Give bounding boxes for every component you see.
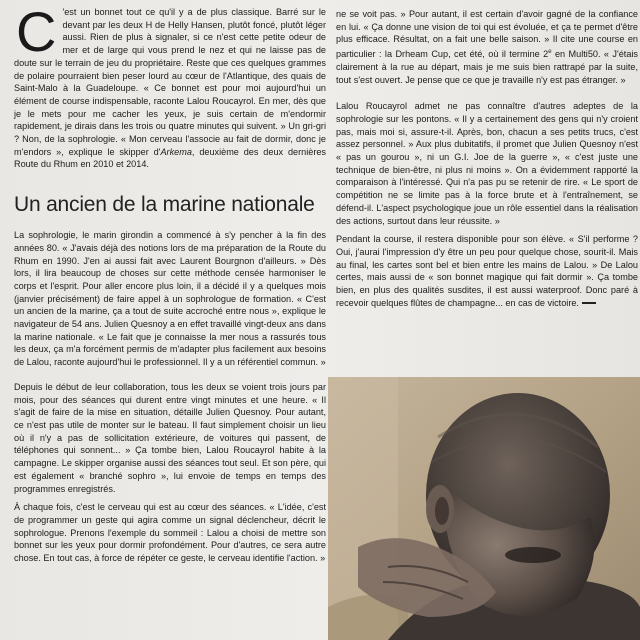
right-paragraph-2: Lalou Roucayrol admet ne pas connaître d'autres adeptes de la sophrologie sur les pontons. « Il y a certainement des gens qui n'y croient pas, mais moi si, assure-t-il. Après, bon, chacun a ses petits trucs, c'est assez personnel. » Aux plus dubitatifs, il promet que Julien Quesnoy n'est « pas un gourou », ni un G.I. Joe de la guerre », « c'est juste une technique de bien-être, ni plus ni moins ». On a évidemment rapporté la comparaison à l'intéressé. Qui n'a pas pu se retenir de rire. « Le sport de compétition ne se limite pas à la force brute et à l'entraînement, se défend-il. L'aspect psychologique joue un rôle essentiel dans la réalisation des actions, surtout dans leur réussite. » (336, 101, 638, 226)
right-paragraph-1-text: ne se voit pas. » Pour autant, il est certain d'avoir gagné de la confiance en lui. « Ça donne une vision de toi qui est évoluée, et ça te permet d'être plus efficace. Résultat, on a fait une belle saison. » Il cite une course en particulier : la Drheam Cup, cet été, où il termine 2 (336, 9, 638, 60)
left-column (14, 0, 326, 571)
ordinal-suffix: e (548, 49, 552, 56)
intro-text: 'est un bonnet tout ce qu'il y a de plus classique. Barré sur le devant par les deux H de Helly Hansen, plutôt foncé, plutôt léger aussi. Rien de plus à signaler, si ce n'est cette petite odeur de mer et de large qui vous prend le nez et qui ne laisse pas de doute sur le terrain de jeu du propriétaire. Reste que ces quelques grammes de polaire pourraient bien peser lourd au cœur de l'Atlantique, des quais de Saint-Malo à la Guadeloupe. « Ce bonnet est pour moi aujourd'hui un élément de course indispensable, raconte Lalou Roucayrol. En mer, dès que je le mets pour me cacher les yeux, je suis certain de m'endormir rapidement, je dirais dans les trois ou quatre minutes qui suivent. » Un gri-gri ? Non, de la sophrologie. « Mon cerveau l'associe au fait de dormir, donc je m'endors », explique le skipper d' (14, 7, 326, 157)
article-end-mark (582, 302, 596, 304)
intro-text-tail: , deuxième des deux dernières Route du Rhum en 2010 et 2014. (14, 146, 326, 170)
right-paragraph-1-tail: en Multi50. « J'étais clairement à la rue au départ, mais je me suis bien rattrapé par la suite, tout s'est ouvert. Je pense que ce que je travaille n'y est pas étranger. » (336, 49, 638, 85)
body-paragraph-2: La sophrologie, le marin girondin a commencé à s'y pencher à la fin des années 80. « J'avais déjà des notions lors de ma préparation de la Route du Rhum en 1990. J'en ai aussi fait avec Laurent Bourgnon d'ailleurs. » Dès lors, il lira beaucoup de choses sur cette méthode censée harmoniser le corps et l'esprit. Pour aller encore plus loin, il a décidé il y a quelques mois (janvier précisément) de faire appel à un sophrologue de formation. « C'est un ancien de la marine, ça a tout de suite accroché entre nous », explique le navigateur de 54 ans. Julien Quesnoy a en effet travaillé vingt-deux ans dans la marine nationale. « Le fait que je connaisse la mer nous a rassurés tous les deux, ça m'a forcément permis de m'adapter plus facilement aux besoins de Lalou, raconte aujourd'hui le professionnel. Il y a un référentiel commun. » (14, 230, 326, 368)
photo-sailor-portrait (328, 377, 640, 640)
boat-name: Arkema (160, 146, 192, 157)
right-paragraph-3 (336, 233, 638, 309)
right-column (336, 8, 638, 316)
right-paragraph-3-text: Pendant la course, il restera disponible pour son élève. « S'il performe ? Oui, j'aurai l'impression d'y être un peu pour quelque chose, sourit-il. Mais au final, les cartes sont bel et bien entre les mains de Lalou. » De Lalou certes, mais aussi de « son bonnet magique qui fait dormir ». Ça tombe bien, en plus des qualités susdites, il est aussi waterproof. Donc paré à recevoir quelques flûtes de champagne... en cas de victoire. (336, 234, 638, 308)
section-subheading: Un ancien de la marine nationale (14, 193, 315, 217)
body-paragraph-4: À chaque fois, c'est le cerveau qui est au cœur des séances. « L'idée, c'est de programmer un geste qui agira comme un signal déclencheur, décrit le sophrologue. Prenons l'exemple du sommeil : Lalou a choisi de mettre son bonnet sur les yeux pour dormir profondément. Pour d'autres, ce sera autre chose. En tout cas, à force de répéter ce geste, le cerveau identifie l'action. » (14, 502, 326, 564)
right-paragraph-1 (336, 8, 638, 86)
photo-sailor-portrait-icon (328, 377, 640, 640)
body-paragraph-3: Depuis le début de leur collaboration, tous les deux se voient trois jours par mois, pour des séances qui durent entre vingt minutes et une heure. « Il s'agit de faire de la mise en situation, détaille Julien Quesnoy. Pour autant, ce n'est pas utile de monter sur le bateau. Il faut simplement choisir un lieu où il n'y a pas de sollicitation extérieure, de voitures qui passent, de téléphones qui sonnent... » Ça tombe bien, Lalou Roucayrol habite à la campagne. Le skipper organise aussi des séances tout seul. Et son père, qui est également « branché sophro », lui envoie de temps en temps des programmes enregistrés. (14, 381, 326, 494)
drop-cap: C (16, 0, 57, 63)
intro-paragraph (14, 0, 326, 171)
